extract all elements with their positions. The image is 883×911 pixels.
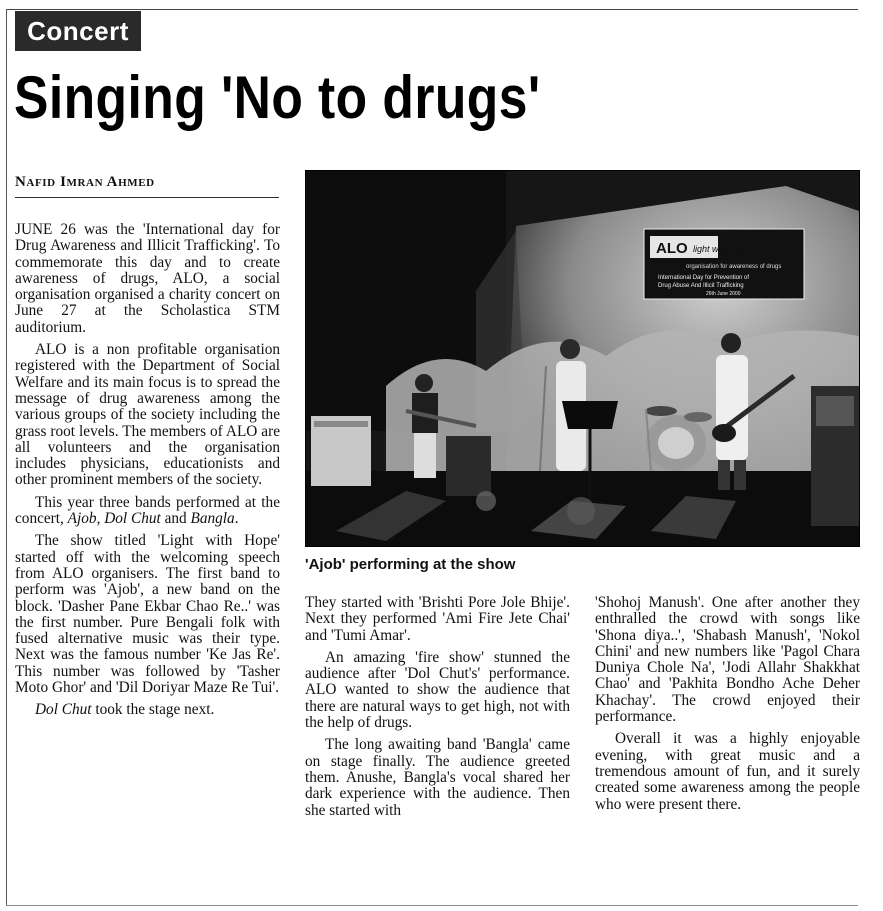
banner-tagline: light with hope	[693, 244, 751, 254]
byline-rule	[15, 197, 279, 198]
band-name: Ajob	[67, 510, 97, 528]
paragraph: ALO is a non profitable organisation registered with the Department of Social Welfare and its main focus is to spread the message of drug awareness among the various groups of the society including the grass root levels. The members of ALO are all volunteers and the organisation includes physicians, educationists and other prominent members of the society.	[15, 341, 280, 489]
banner-logo-text: ALO	[656, 240, 688, 257]
photo-caption: 'Ajob' performing at the show	[305, 556, 516, 573]
paragraph: This year three bands performed at the concert, Ajob, Dol Chut and Bangla.	[15, 493, 280, 528]
article-column-2	[305, 595, 570, 825]
paragraph: They started with 'Brishti Pore Jole Bhije'. Next they performed 'Ami Fire Jete Chai' and 'Tumi Amar'.	[305, 594, 570, 644]
paragraph: JUNE 26 was the 'International day for Drug Awareness and Illicit Trafficking'. To commemorate this day and to create awareness of drugs, ALO, a social organisation organised a charity concert on June 27 at the Scholastica STM auditorium.	[15, 221, 280, 336]
paragraph: The show titled 'Light with Hope' started off with the welcoming speech from ALO organisers. The first band to perform was 'Ajob', a new band on the block. 'Dasher Pane Ekbar Chao Re..' was the first number. Pure Bengali folk with fused alternative music was their type. Next was the famous number 'Ke Jas Re'. This number was followed by 'Tasher Moto Ghor' and 'Dil Doriyar Maze Re Tui'.	[15, 532, 280, 697]
section-kicker: Concert	[15, 11, 141, 51]
banner-line: Drug Abuse And Illicit Trafficking	[658, 283, 744, 289]
left-rule	[6, 9, 7, 905]
concert-photo	[305, 170, 860, 547]
article-column-3	[595, 595, 860, 819]
paragraph: Dol Chut took the stage next.	[35, 701, 215, 719]
top-rule	[6, 9, 858, 10]
bottom-rule	[6, 905, 858, 906]
concert-photo-illustration	[306, 171, 859, 546]
paragraph: Overall it was a highly enjoyable evening, with great music and a tremendous amount of fun, and it surely created some awareness among the people who were present there.	[595, 730, 860, 813]
band-name: Dol Chut	[104, 510, 161, 528]
banner-line: International Day for Prevention of	[658, 275, 750, 281]
byline: Nafid Imran Ahmed	[15, 174, 155, 190]
banner-date: 26th June 2000	[706, 291, 741, 297]
banner-subtitle: organisation for awareness of drugs	[686, 264, 782, 270]
band-name: Bangla	[190, 510, 235, 528]
article-column-1	[15, 222, 280, 725]
paragraph: 'Shohoj Manush'. One after another they enthralled the crowd with songs like 'Shona diya..', 'Shabash Manush', 'Nokol Chini' and new numbers like 'Pagol Chara Duniya Chole Na', 'Jodi Allahr Shakkhat Chao' and 'Pakhita Bondho Ache Deher Khachay'. The crowd enjoyed their performance.	[595, 594, 860, 726]
paragraph: The long awaiting band 'Bangla' came on stage finally. The audience greeted them. Anushe, Bangla's vocal shared her dark experience with the audience. Then she started with	[305, 736, 570, 819]
band-name: Dol Chut	[35, 701, 92, 719]
paragraph: An amazing 'fire show' stunned the audience after 'Dol Chut's' performance. ALO wanted to show the audience that there are natural ways to get high, not with the help of drugs.	[305, 648, 570, 732]
headline: Singing 'No to drugs'	[14, 64, 541, 131]
